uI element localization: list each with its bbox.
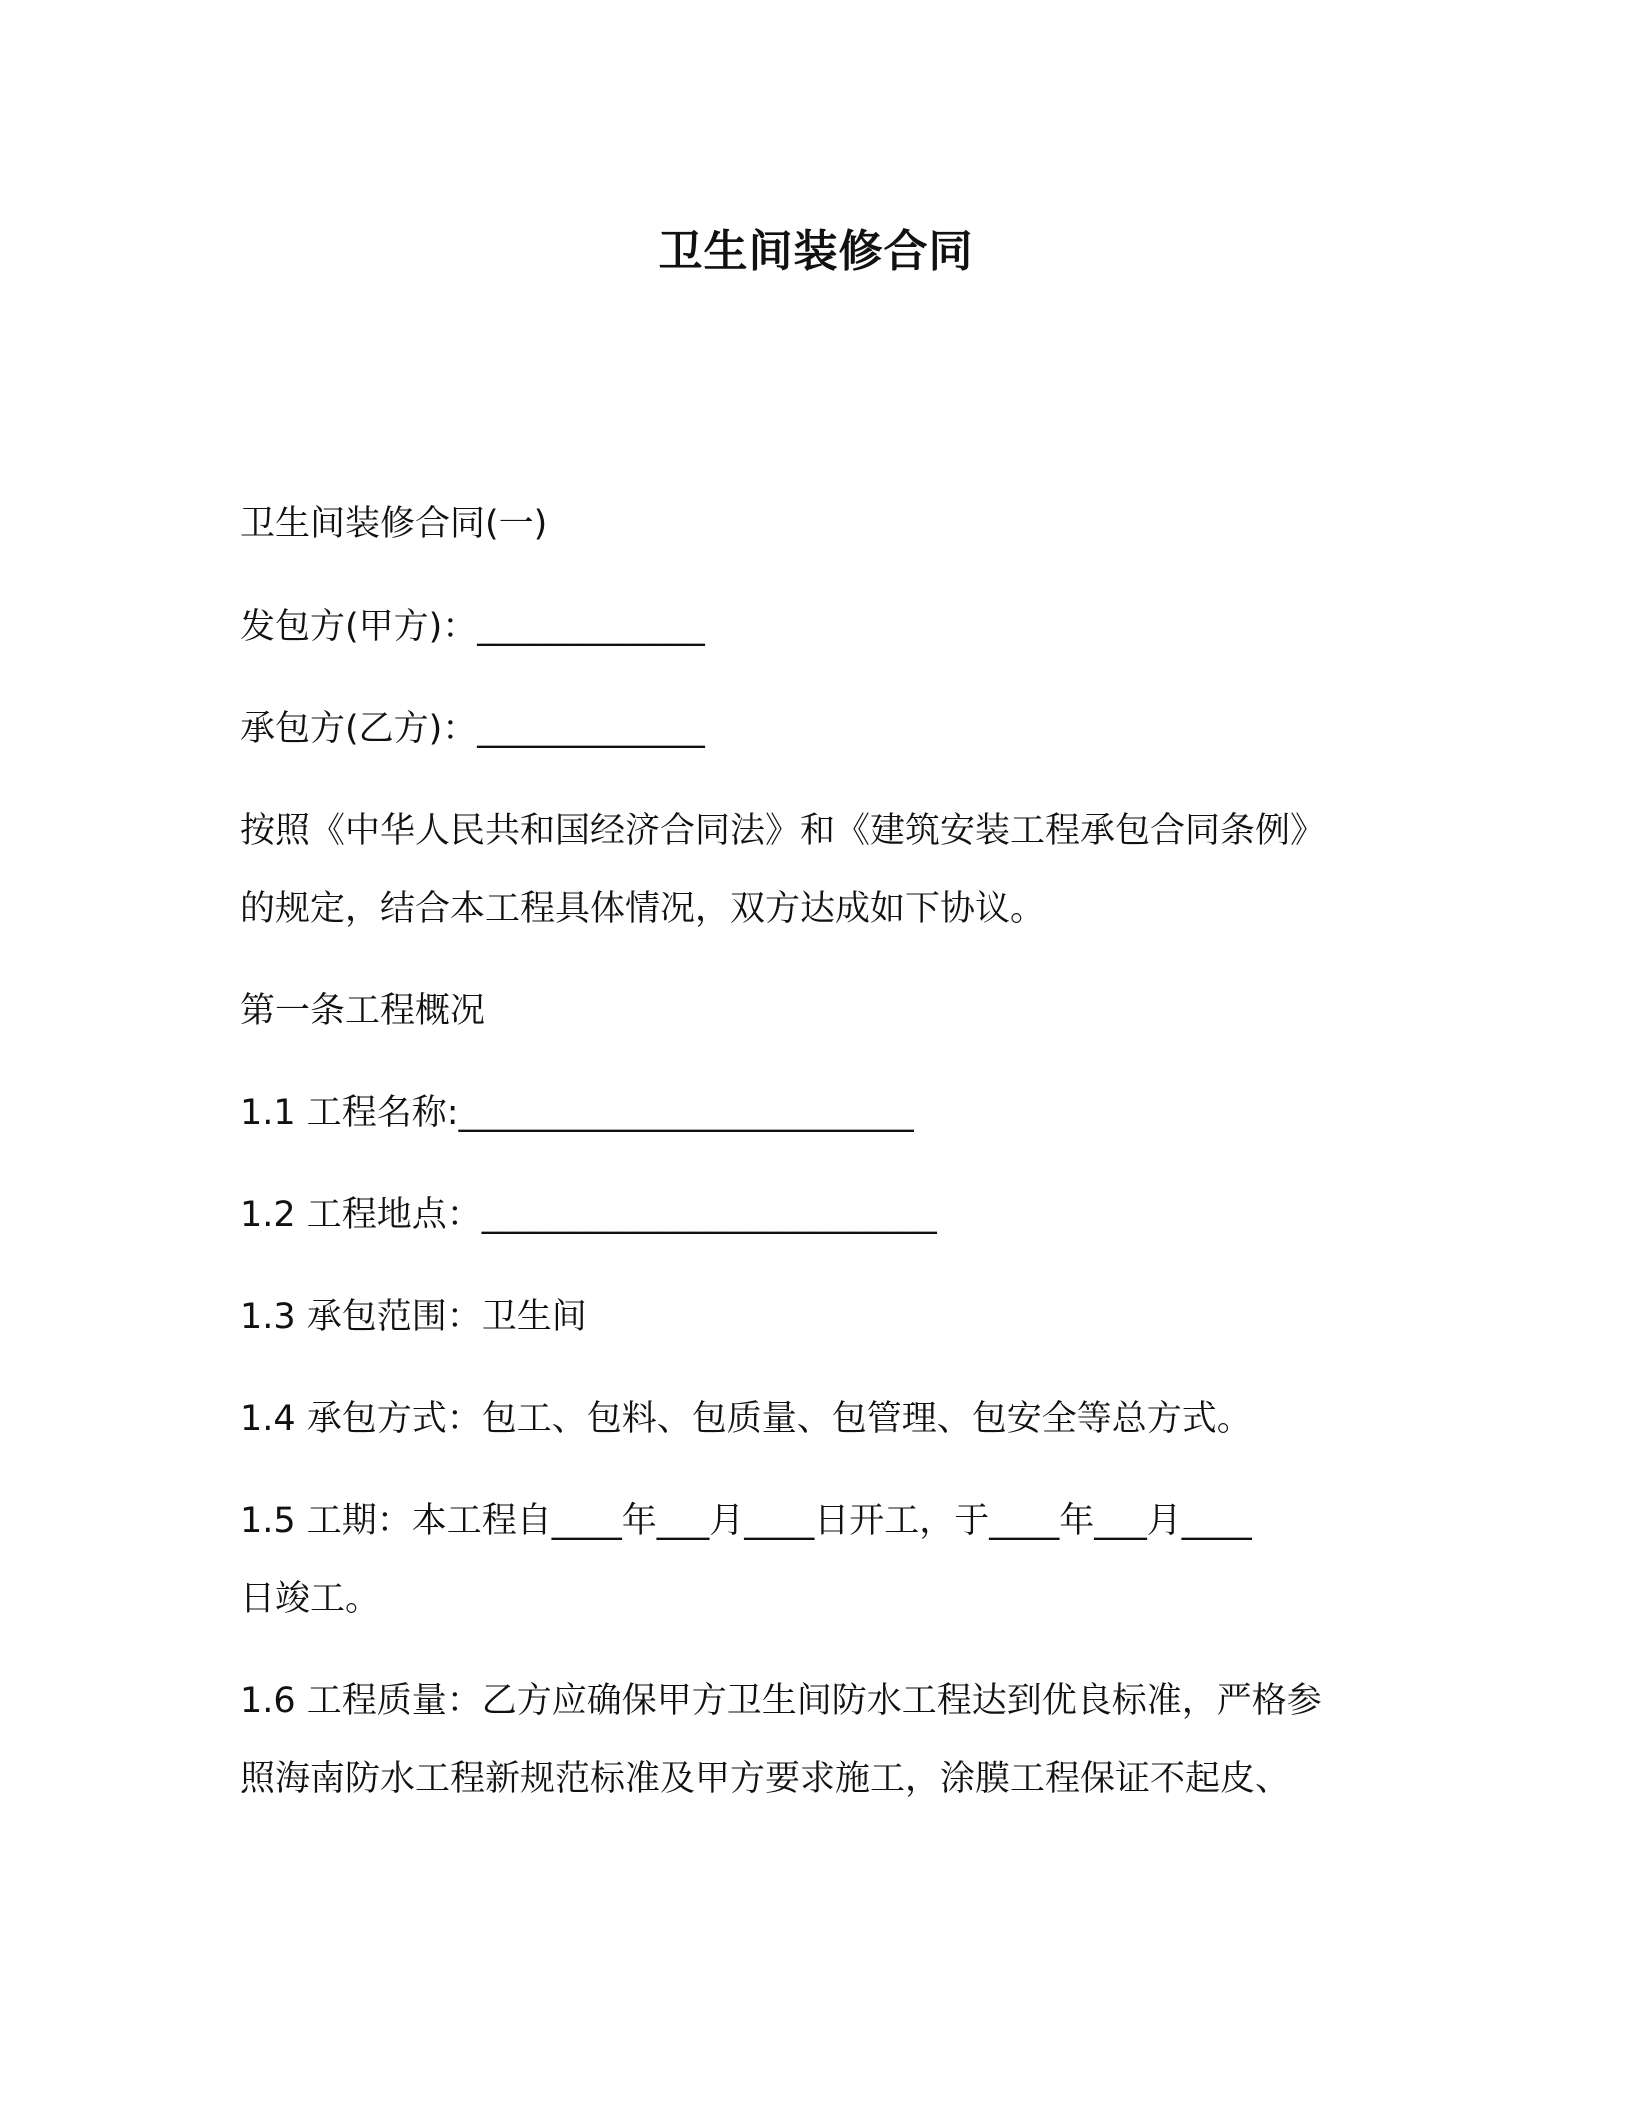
clause-1-6-line-1: 1.6 工程质量：乙方应确保甲方卫生间防水工程达到优良标准，严格参 (240, 1681, 1322, 1721)
preamble-line-2: 的规定，结合本工程具体情况，双方达成如下协议。 (240, 889, 1046, 929)
clause-1-2: 1.2 工程地点：__________________________ (240, 1195, 937, 1235)
contract-subtitle: 卫生间装修合同(一) (240, 504, 548, 544)
clause-1-5-line-2: 日竣工。 (240, 1579, 381, 1619)
clause-1-1: 1.1 工程名称:__________________________ (240, 1093, 914, 1133)
clause-1-6-line-2: 照海南防水工程新规范标准及甲方要求施工，涂膜工程保证不起皮、 (240, 1759, 1291, 1799)
party-b-line: 承包方(乙方)：_____________ (240, 709, 705, 749)
clause-1-3: 1.3 承包范围：卫生间 (240, 1297, 587, 1337)
party-a-line: 发包方(甲方)：_____________ (240, 607, 705, 647)
preamble-line-1: 按照《中华人民共和国经济合同法》和《建筑安装工程承包合同条例》 (240, 811, 1326, 851)
clause-1-4: 1.4 承包方式：包工、包料、包质量、包管理、包安全等总方式。 (240, 1399, 1252, 1439)
article-1-heading: 第一条工程概况 (240, 991, 486, 1031)
document-title: 卫生间装修合同 (658, 226, 974, 277)
clause-1-5-line-1: 1.5 工期：本工程自____年___月____日开工，于____年___月____ (240, 1501, 1252, 1541)
